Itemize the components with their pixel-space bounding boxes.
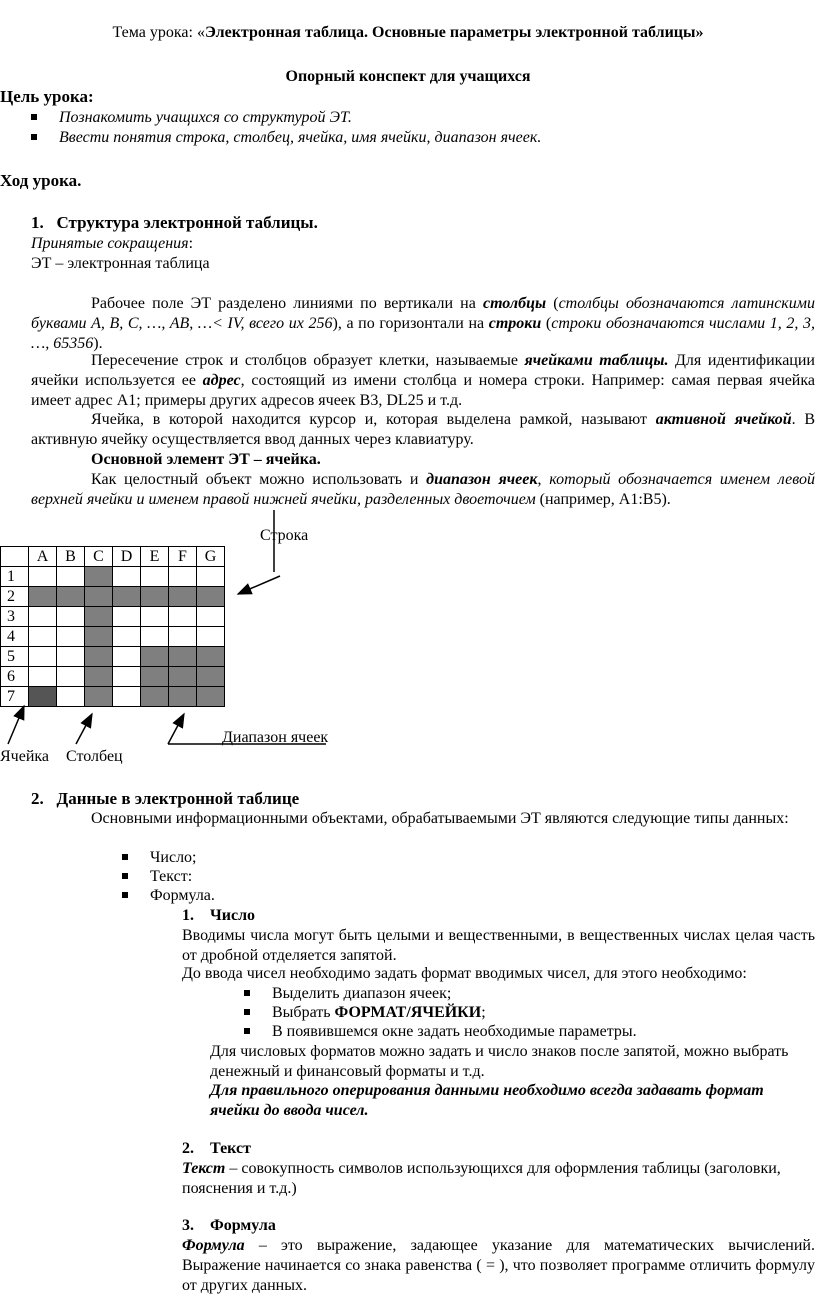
- goal-item: Познакомить учащихся со структурой ЭТ.: [31, 108, 352, 128]
- label-row: Строка: [260, 527, 309, 544]
- row-arrow: [238, 576, 280, 594]
- lesson-heading: Ход урока.: [0, 171, 82, 190]
- range-arrow: [168, 714, 184, 744]
- text-heading: 2. Текст: [182, 1140, 251, 1157]
- row-header: 1: [1, 567, 29, 587]
- column-header: A: [29, 547, 57, 567]
- paragraph-cells: Пересечение строк и столбцов образует клетки, называемые ячейками таблицы. Для идентификации ячейки используется ее адрес, состоящий из имени столбца и номера строки. Например: самая первая ячейка имеет адрес А1; примеры других адресов ячеек В3, DL25 и т.д.: [31, 352, 816, 409]
- column-header: B: [57, 547, 85, 567]
- column-header: C: [85, 547, 113, 567]
- topic-prefix: Тема урока: «: [112, 24, 205, 41]
- row-header: 3: [1, 607, 29, 627]
- grid-row: [1, 647, 225, 667]
- column-header: E: [141, 547, 169, 567]
- grid-row: [1, 567, 225, 587]
- section2-heading: 2. Данные в электронной таблице: [31, 789, 300, 808]
- header-row: [1, 547, 225, 567]
- section2-intro: Основными информационными объектами, обрабатываемыми ЭТ являются следующие типы данных:: [91, 810, 789, 827]
- data-type-item: Текст:: [122, 867, 192, 887]
- grid-row-highlighted: [1, 587, 225, 607]
- topic-title: Электронная таблица. Основные параметры электронной таблицы»: [204, 24, 704, 41]
- corner-cell: [1, 547, 29, 567]
- goals-heading: Цель урока:: [0, 87, 94, 106]
- formula-definition: Формула – это выражение, задающее указание для математических вычислений. Выражение начинается со знака равенства ( = ), что позволяет программе отличить формулу от других данных.: [182, 1237, 815, 1294]
- text-definition: Текст – совокупность символов использующихся для оформления таблицы (заголовки, пояснения и т.д.): [182, 1160, 781, 1197]
- column-header: F: [169, 547, 197, 567]
- bullet-icon: [31, 134, 37, 140]
- row-header: 6: [1, 667, 29, 687]
- row-header: 5: [1, 647, 29, 667]
- label-range: Диапазон ячеек: [222, 729, 329, 746]
- column-header: G: [197, 547, 225, 567]
- bullet-icon: [122, 873, 128, 879]
- format-command: ФОРМАТ/ЯЧЕЙКИ: [334, 1004, 482, 1021]
- document-subtitle: Опорный конспект для учащихся: [285, 68, 531, 85]
- paragraph-structure: Рабочее поле ЭТ разделено линиями по вертикали на столбцы (столбцы обозначаются латинскими буквами A, B, C, …, AB, …< IV, всего их 256), а по горизонтали на строки (строки обозначаются числами 1, 2, 3, …, 65356).: [31, 295, 816, 352]
- column-header: D: [113, 547, 141, 567]
- data-type-item: Число;: [122, 848, 197, 868]
- label-cell: Ячейка: [0, 748, 50, 765]
- number-description: Вводимы числа могут быть целыми и вещественными, в вещественных числах целая часть от дробной отделяется запятой.: [182, 927, 815, 964]
- number-format-emphasis: Для правильного оперирования данными необходимо всегда задавать формат ячейки до ввода чисел.: [210, 1082, 764, 1119]
- number-format-note: Для числовых форматов можно задать и число знаков после запятой, можно выбрать денежный и финансовый форматы и т.д.: [210, 1043, 789, 1080]
- number-format-intro: До ввода чисел необходимо задать формат вводимых чисел, для этого необходимо:: [182, 965, 747, 982]
- label-column: Столбец: [66, 748, 123, 765]
- active-cell: [29, 687, 57, 707]
- main-element-note: Основной элемент ЭТ – ячейка.: [91, 451, 321, 468]
- data-type-item: Формула.: [122, 886, 215, 906]
- bullet-icon: [244, 990, 250, 996]
- grid-row: [1, 627, 225, 647]
- row-header: 4: [1, 627, 29, 647]
- paragraph-range: Как целостный объект можно использовать и диапазон ячеек, который обозначается именем левой верхней ячейки и именем правой нижней ячейки, разделенных двоеточием (например, А1:В5).: [31, 471, 816, 508]
- format-step: В появившемся окне задать необходимые параметры.: [244, 1022, 637, 1042]
- bullet-icon: [31, 114, 37, 120]
- abbreviations-label: Принятые сокращения:: [31, 235, 194, 252]
- format-step: Выделить диапазон ячеек;: [244, 984, 451, 1004]
- number-heading: 1. Число: [182, 907, 256, 924]
- lesson-topic: [0, 22, 816, 44]
- abbreviation-et: ЭТ – электронная таблица: [31, 255, 210, 272]
- grid-row: [1, 687, 225, 707]
- row-header: 7: [1, 687, 29, 707]
- bullet-icon: [122, 854, 128, 860]
- goal-item: Ввести понятия строка, столбец, ячейка, имя ячейки, диапазон ячеек.: [31, 128, 541, 148]
- bullet-icon: [244, 1009, 250, 1015]
- grid-row: [1, 667, 225, 687]
- spreadsheet-diagram: [0, 546, 225, 707]
- bullet-icon: [122, 892, 128, 898]
- row-header: 2: [1, 587, 29, 607]
- paragraph-active-cell: Ячейка, в которой находится курсор и, которая выделена рамкой, называют активной ячейкой. В активную ячейку осуществляется ввод данных через клавиатуру.: [31, 411, 815, 448]
- format-step: Выбрать ФОРМАТ/ЯЧЕЙКИ;: [244, 1003, 486, 1023]
- grid-row: [1, 607, 225, 627]
- section1-heading: 1. Структура электронной таблицы.: [31, 213, 318, 232]
- bullet-icon: [244, 1028, 250, 1034]
- formula-heading: 3. Формула: [182, 1217, 276, 1234]
- cell-arrow: [8, 706, 24, 744]
- column-arrow: [76, 714, 92, 744]
